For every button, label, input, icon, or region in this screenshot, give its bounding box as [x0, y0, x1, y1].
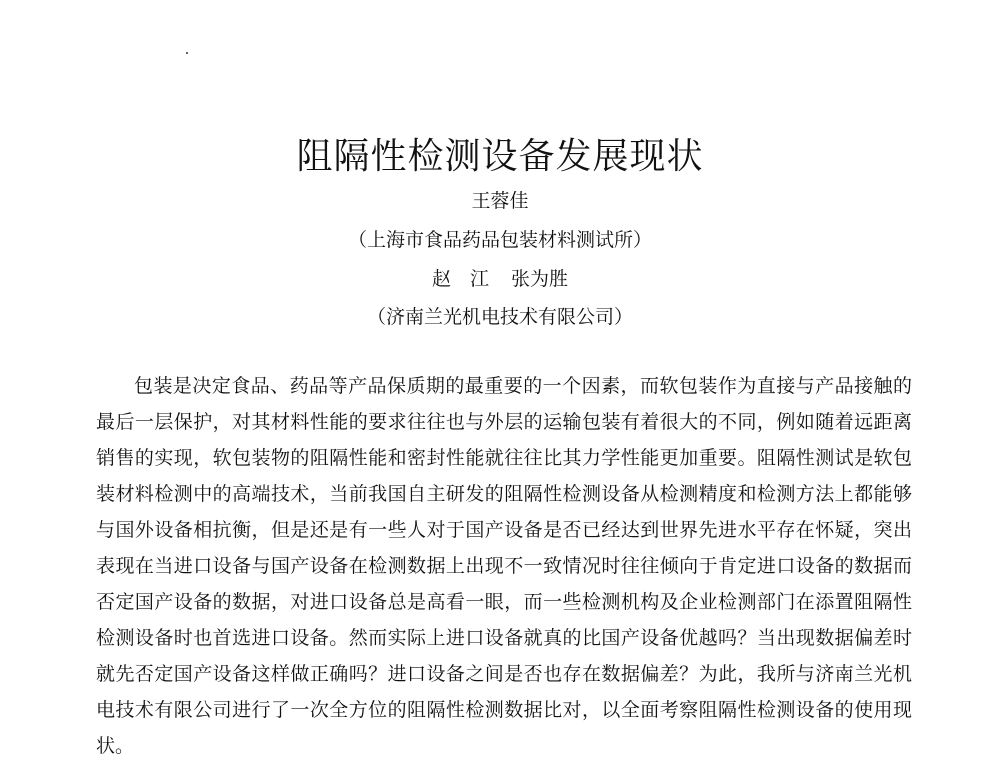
author-names-line: [0, 266, 1000, 292]
scan-speck: [186, 52, 188, 54]
author-name: 王蓉佳: [471, 190, 529, 212]
author-affiliation: （上海市食品药品包装材料测试所）: [347, 229, 652, 251]
body-paragraph: 包装是决定食品、药品等产品保质期的最重要的一个因素，而软包装作为直接与产品接触的最后一层保护，对其材料性能的要求往往也与外层的运输包装有着很大的不同，例如随着远距离销售的实现，软包装物的阻隔性能和密封性能就往往比其力学性能更加重要。阻隔性测试是软包装材料检测中的高端技术，当前我国自主研发的阻隔性检测设备从检测精度和检测方法上都能够与国外设备相抗衡，但是还是有一些人对于国产设备是否已经达到世界先进水平存在怀疑，突出表现在当进口设备与国产设备在检测数据上出现不一致情况时往往倾向于肯定进口设备的数据而否定国产设备的数据，对进口设备总是高看一眼，而一些检测机构及企业检测部门在添置阻隔性检测设备时也首选进口设备。然而实际上进口设备就真的比国产设备优越吗？当出现数据偏差时就先否定国产设备这样做正确吗？进口设备之间是否也存在数据偏差？为此，我所与济南兰光机电技术有限公司进行了一次全方位的阻隔性检测数据比对，以全面考察阻隔性检测设备的使用现状。: [96, 375, 912, 757]
article-title: 阻隔性检测设备发展现状: [296, 136, 704, 177]
author-name: 张为胜: [511, 268, 569, 290]
author-name: 赵 江: [431, 268, 489, 290]
author-affiliation: （济南兰光机电技术有限公司）: [366, 306, 633, 328]
